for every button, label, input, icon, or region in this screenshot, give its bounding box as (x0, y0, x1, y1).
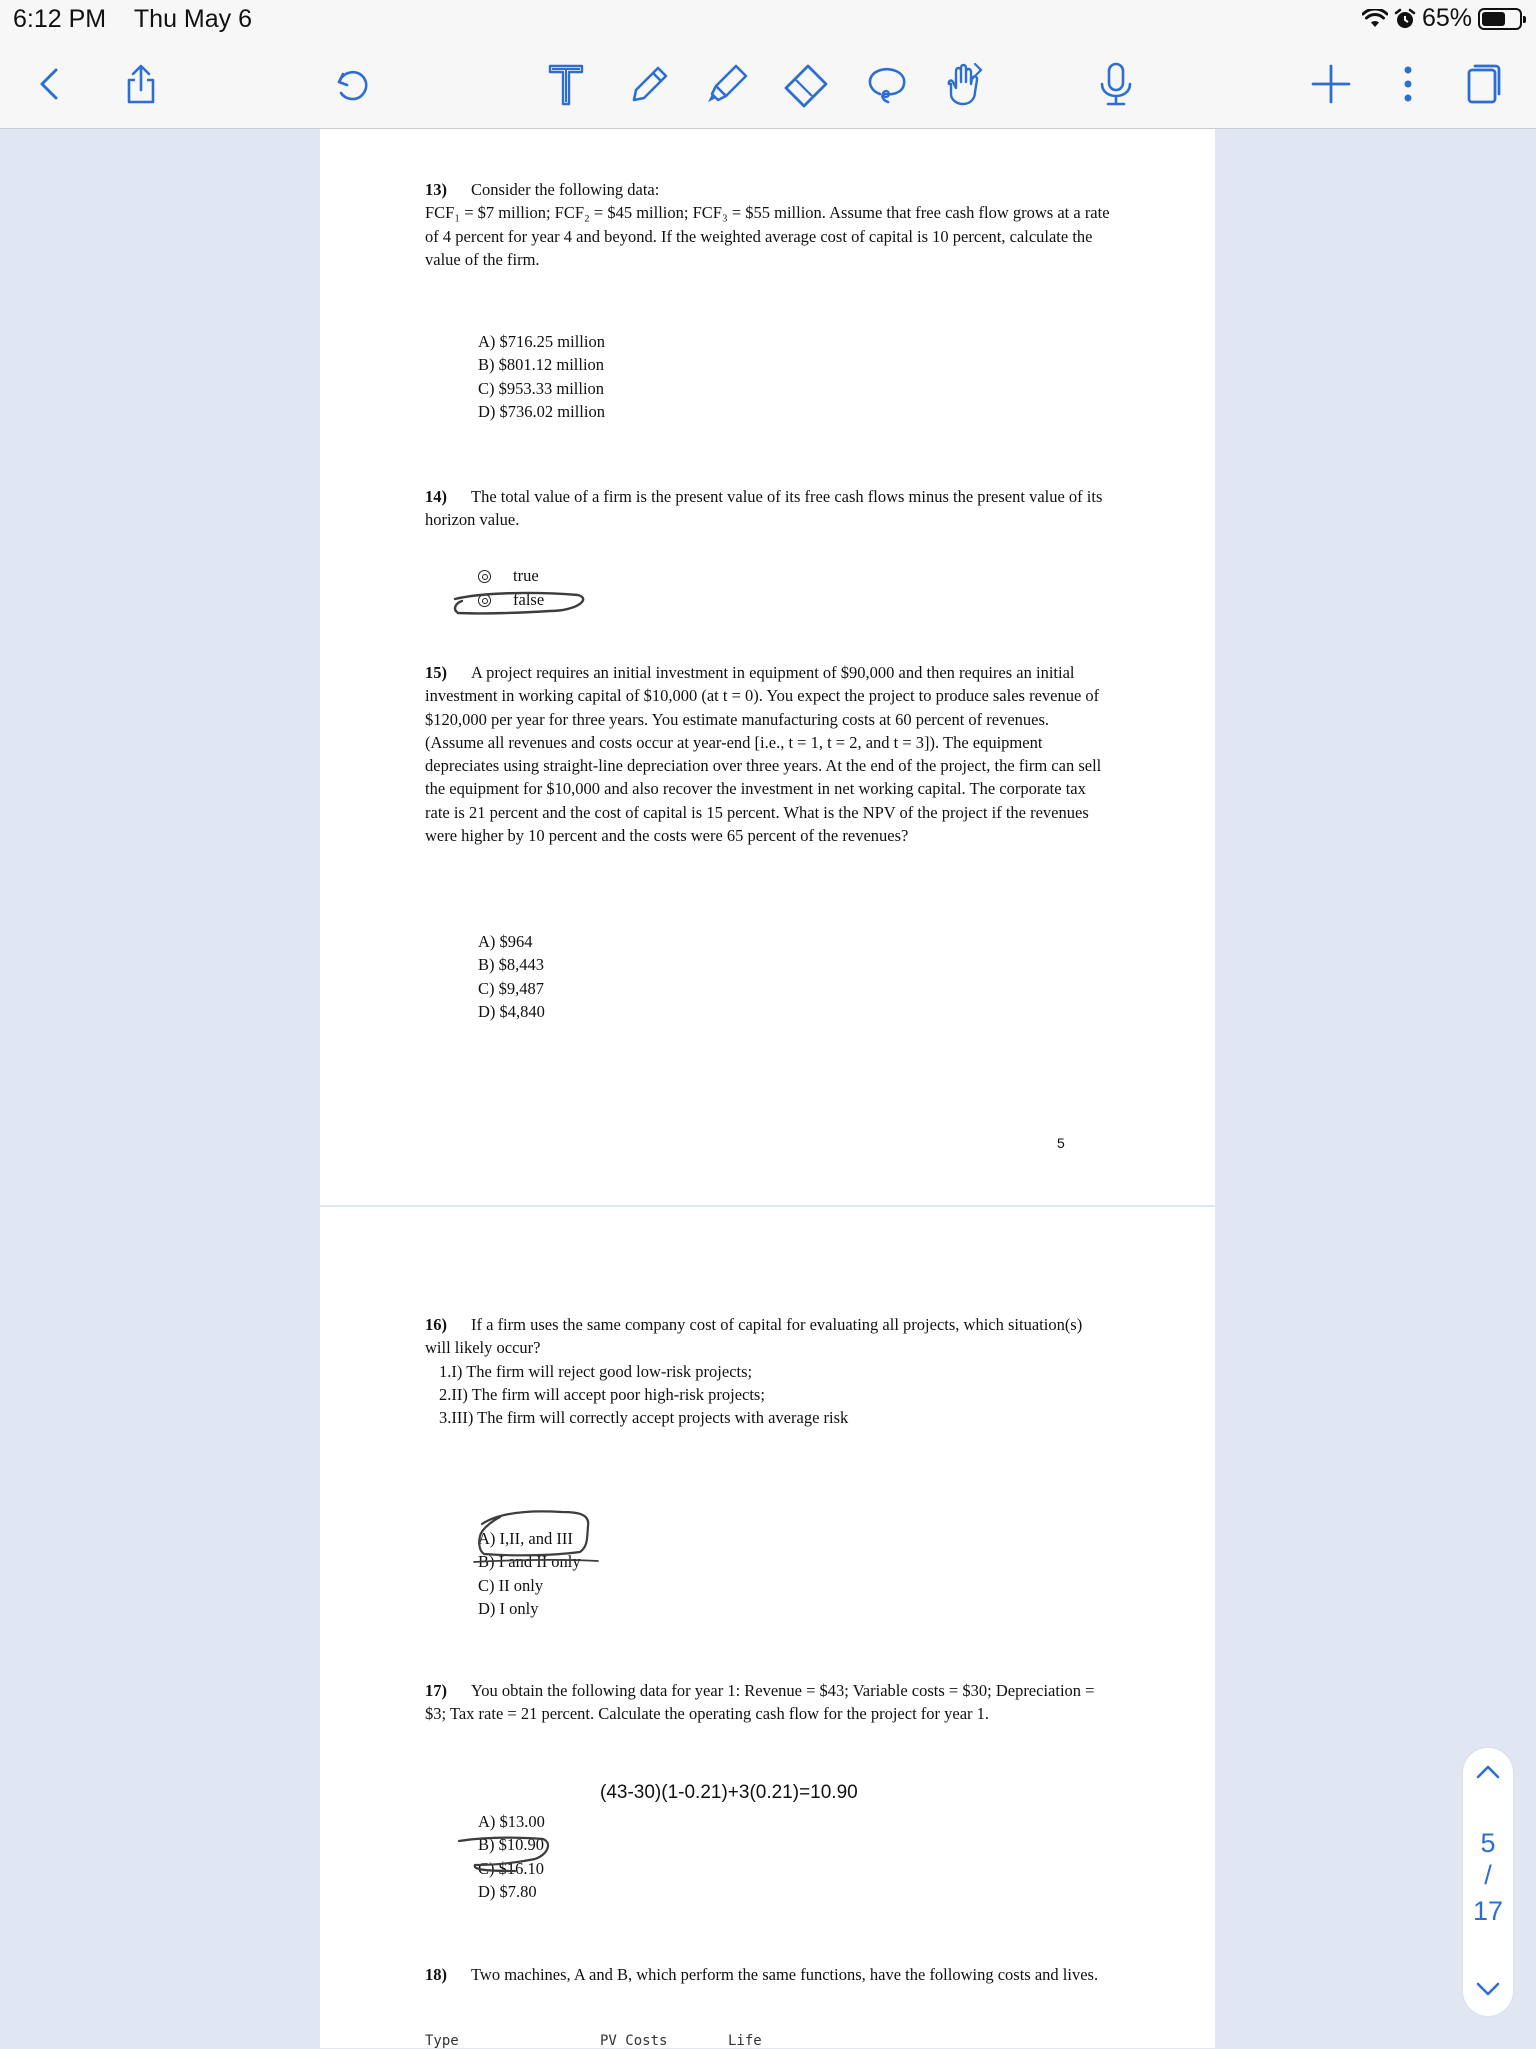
answer-option: A) I,II, and III (478, 1529, 573, 1548)
answer-option: C) $9,487 (478, 978, 544, 998)
question-17 (425, 1679, 1110, 1726)
question-text: You obtain the following data for year 1: Revenue = $43; Variable costs = $30; Depreciation = $3; Tax rate = 21 percent. Calculate the operating cash flow for the project for year 1. (425, 1681, 1095, 1724)
wifi-icon (1362, 9, 1388, 29)
question-intro: Consider the following data: (471, 180, 660, 199)
statement-list (425, 1360, 1110, 1430)
status-time: 6:12 PM Thu May 6 (13, 5, 253, 33)
handwritten-calculation: (43-30)(1-0.21)+3(0.21)=10.90 (600, 1782, 858, 1803)
answer-option: D) $7.80 (478, 1881, 537, 1901)
statement-item: 2.II) The firm will accept poor high-risk projects; (439, 1384, 765, 1404)
answer-option: A) $716.25 million (478, 332, 605, 351)
question-16 (425, 1313, 1110, 1429)
question-15 (425, 661, 1110, 847)
answer-option: A) $964 (478, 932, 533, 951)
answer-option: A) $13.00 (478, 1812, 545, 1831)
answer-options-15 (478, 930, 545, 1023)
table-header-life: Life (728, 2033, 762, 2049)
text-icon[interactable] (540, 58, 592, 110)
add-icon[interactable] (1305, 58, 1357, 110)
option-false (478, 590, 544, 610)
question-18 (425, 1963, 1110, 1986)
eraser-icon[interactable] (780, 58, 832, 110)
question-text: If a firm uses the same company cost of capital for evaluating all projects, which situation(s) will likely occur? (425, 1315, 1083, 1358)
current-page: 5 (1480, 1828, 1496, 1858)
microphone-icon[interactable] (1090, 58, 1142, 110)
table-header-pv-costs: PV Costs (600, 2033, 668, 2049)
status-indicators (1362, 4, 1522, 33)
question-text: FCF₁ = $7 million; FCF₂ = $45 million; FCF₃ = $55 million. Assume that free cash flow grows at a rate of 4 percent for year 4 and beyond. If the weighted average cost of capital is 10 percent, calculate the value of the firm. (425, 203, 1110, 269)
total-pages: 17 (1472, 1896, 1504, 1926)
answer-option: D) $4,840 (478, 1001, 545, 1021)
question-number: 13) (425, 180, 447, 199)
question-text: The total value of a firm is the present value of its free cash flows minus the present value of its horizon value. (425, 487, 1103, 530)
question-number: 16) (425, 1315, 447, 1334)
answer-option: C) II only (478, 1575, 544, 1595)
question-number: 17) (425, 1681, 447, 1700)
answer-option: B) $8,443 (478, 955, 544, 975)
answer-option: B) $10.90 (478, 1835, 544, 1855)
highlighter-icon[interactable] (700, 58, 752, 110)
hand-icon[interactable] (937, 58, 989, 110)
answer-option: C) $953.33 million (478, 378, 605, 398)
answer-option: B) I and II only (478, 1552, 581, 1572)
answer-option: B) $801.12 million (478, 355, 605, 375)
more-icon[interactable] (1382, 58, 1434, 110)
page-separator: / (1484, 1860, 1492, 1890)
status-bar (0, 0, 1536, 40)
chevron-up-icon[interactable] (1476, 1764, 1500, 1780)
option-true (478, 566, 539, 586)
question-number: 14) (425, 487, 447, 506)
question-13 (425, 178, 1110, 271)
chevron-down-icon[interactable] (1476, 1981, 1500, 1997)
page-scroller[interactable] (1463, 1748, 1513, 2016)
question-text: Two machines, A and B, which perform the same functions, have the following costs and lives. (471, 1965, 1099, 1984)
answer-option: D) I only (478, 1598, 539, 1618)
share-icon[interactable] (115, 58, 167, 110)
question-14 (425, 485, 1110, 532)
question-number: 15) (425, 663, 447, 682)
radio-icon (478, 594, 491, 607)
question-number: 18) (425, 1965, 447, 1984)
pen-icon[interactable] (624, 58, 676, 110)
option-label: false (513, 590, 545, 609)
answer-option: C) $16.10 (478, 1858, 544, 1878)
lasso-icon[interactable] (860, 58, 912, 110)
pages-icon[interactable] (1455, 58, 1507, 110)
back-icon[interactable] (25, 58, 77, 110)
document-page-6[interactable] (320, 1207, 1215, 2048)
toolbar (0, 40, 1536, 129)
answer-options-13 (478, 330, 605, 423)
table-header-type: Type (425, 2033, 459, 2049)
statement-item: 1.I) The firm will reject good low-risk projects; (439, 1361, 753, 1381)
page-number: 5 (1057, 1135, 1065, 1151)
answer-option: D) $736.02 million (478, 401, 605, 421)
undo-icon[interactable] (327, 58, 379, 110)
statement-item: 3.III) The firm will correctly accept projects with average risk (439, 1408, 849, 1428)
option-label: true (513, 566, 539, 585)
battery-icon (1478, 8, 1522, 30)
battery-percent: 65% (1421, 4, 1472, 32)
alarm-icon (1394, 8, 1416, 30)
answer-options-16 (478, 1527, 581, 1620)
status-date: Thu May 6 (133, 5, 253, 33)
radio-icon (478, 570, 491, 583)
answer-options-17 (478, 1810, 545, 1903)
document-page-5[interactable] (320, 129, 1215, 1205)
question-text: A project requires an initial investment in equipment of $90,000 and then requires an initial investment in working capital of $10,000 (at t = 0). You expect the project to produce sales revenue of $120,000 per year for three years. You estimate manufacturing costs at 60 percent of revenues. (Assume all revenues and costs occur at year-end [i.e., t = 1, t = 2, and t = 3]). The equipment depreciates using straight-line depreciation over three years. At the end of the project, the firm can sell the equipment for $10,000 and also recover the investment in net working capital. The corporate tax rate is 21 percent and the cost of capital is 15 percent. What is the NPV of the project if the revenues were higher by 10 percent and the costs were 65 percent of the revenues? (425, 663, 1102, 846)
